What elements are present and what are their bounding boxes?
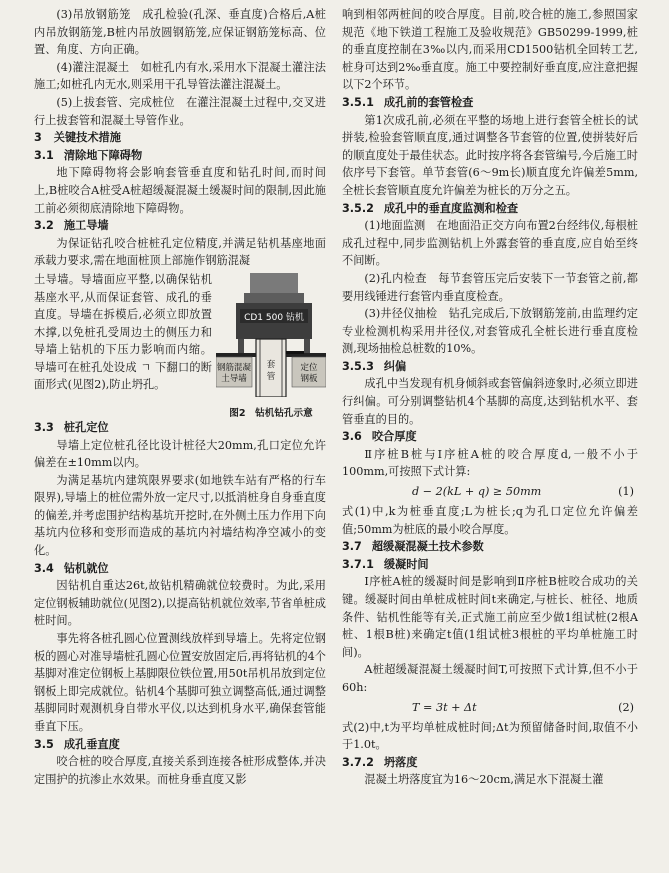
paragraph: (4)灌注混凝土 如桩孔内有水,采用水下混凝土灌注法施工;如桩孔内无水,则采用干孔导管法灌注混凝土。 [34,60,326,92]
section-heading-3-4: 3.4 钻机就位 [34,561,109,575]
figure-2 [216,271,326,419]
paragraph: 第1次成孔前,必须在平整的场地上进行套管全桩长的试拼装,检验套管顺直度,通过调整各节套管的位置,使拼装好后的顺直度处于最佳状态。此时按序将各套管编号,今后施工时依序号下套管。单节套管(6～9m长)顺直度允许偏差5mm,全桩长套管顺直度允许偏差为桩长的万分之五。 [342,113,638,197]
equation-number: (1) [618,485,634,499]
right-column [342,6,638,789]
section-heading-3-5: 3.5 成孔垂直度 [34,737,120,751]
left-column [34,6,326,788]
paragraph: 导墙上定位桩孔径比设计桩径大20mm,孔口定位允许偏差在±10mm以内。 [34,438,326,470]
paragraph: 响到相邻两桩间的咬合厚度。目前,咬合桩的施工,参照国家规范《地下铁道工程施工及验收规范》GB50299-1999,桩的垂直度控制在3‰以内,而采用CD1500钻机全回转工艺,桩身可达到2‰垂直度。施工中要控制好垂直度,应注意把握以下2个环节。 [342,8,638,92]
paragraph: (2)孔内检查 每节套管压完后安装下一节套管之前,都要用线锤进行套管内垂直度检查。 [342,271,638,303]
equation-1 [342,481,638,503]
rig-label: CD1 500 钻机 [244,312,304,323]
casing-label-2: 管 [266,371,276,382]
paragraph: (1)地面监测 在地面沿正交方向布置2台经纬仪,每根桩成孔过程中,同步监测钻机上外露套管的垂直度,应自始至终不间断。 [342,219,638,268]
paragraph: (3)井径仪抽检 钻孔完成后,下放钢筋笼前,由监理约定专业检测机构采用井径仪,对套管成孔全桩长进行垂直度检测,现场抽检总桩数的10%。 [342,307,638,356]
paragraph: Ⅱ序桩B桩与Ⅰ序桩A桩的咬合厚度d,一般不小于100mm,可按照下式计算: [342,447,638,479]
paragraph: 为满足基坑内建筑限界要求(如地铁车站有严格的行车限界),导墙上的桩位需外放一定尺寸,以抵消桩身自身垂直度的偏差,并考虑围护结构基坑开挖时,在外侧土压力作用下向基坑内位移和变形而造成的基坑内衬墙结构净空减小的变化。 [34,473,326,558]
equation-body: d − 2(kL + q) ≥ 50mm [412,485,542,499]
section-heading-3-1: 3.1 清除地下障碍物 [34,148,143,162]
rig-top-block [250,273,298,295]
equation-2 [342,697,638,719]
casing-label-1: 套 [266,359,276,370]
paragraph: 式(1)中,k为桩垂直度;L为桩长;q为孔口定位允许偏差值;50mm为桩底的最小咬合厚度。 [342,505,638,536]
plate-label-1: 定位 [300,362,318,373]
paragraph: 为保证钻孔咬合桩桩孔定位精度,并满足钻机基座地面承载力要求,需在地面桩顶上部施作钢筋混凝 [34,236,326,268]
figure-wrap [34,271,326,419]
positioning-plate [286,351,304,354]
section-heading-3-7: 3.7 超缓凝混凝土技术参数 [342,540,484,554]
paragraph: 式(2)中,t为平均单桩成桩时间;Δt为预留储备时间,取值不小于1.0t。 [342,720,638,752]
paragraph: 事先将各桩孔圆心位置测线放样到导墙上。先将定位钢板的圆心对准导墙桩孔圆心位置安放固定后,再将钻机的4个基脚对准定位钢板上基脚限位铁位置,用50t吊机吊放到定位钢板上即完成就位。钻机4个基脚可独立调整高低,通过调整基脚同时观测机身自带水平仪,以达到机身水平,确保套管能垂直下压。 [34,632,326,733]
section-heading-3-7-1: 3.7.1 缓凝时间 [342,557,429,571]
section-heading-3: 3 关键技术措施 [34,131,121,145]
section-heading-3-3: 3.3 桩孔定位 [34,420,109,434]
paragraph: 土导墙。导墙面应平整,以确保钻机基座水平,从而保证套管、成孔的垂直度。导墙在拆模后,必须立即放置木撑,以免桩孔受周边土的侧压力和导墙上钻机的下压力影响而内缩。导墙可在桩孔处设成 ㄱ 下翻口的断面形式(见图2),防止坍孔。 [34,272,212,392]
plate-label-2: 钢板 [300,373,318,384]
section-heading-3-6: 3.6 咬合厚度 [342,430,417,444]
figure-caption: 图2 钻机钻孔示意 [229,407,313,419]
section-heading-3-7-2: 3.7.2 坍落度 [342,755,418,769]
paragraph: Ⅰ序桩A桩的缓凝时间是影响到Ⅱ序桩B桩咬合成功的关键。缓凝时间由单桩成桩时间t来确定,与桩长、桩径、地质条件、钻机性能等有关,正式施工前应至少做1组试桩(2根A桩、1根B桩)来确定t值(1组试桩3根桩的平均单桩施工时间)。 [342,575,638,659]
paragraph: (5)上拔套管、完成桩位 在灌注混凝土过程中,交叉进行上拔套管和混凝土导管作业。 [34,95,326,127]
guide-wall-label-2: 土导墙 [221,373,247,384]
paragraph: 地下障碍物将会影响套管垂直度和钻孔时间,而时间上,B桩咬合A桩受A桩超缓凝混凝土缓凝时间的限制,因此施工前必须彻底清除地下障碍物。 [34,166,326,215]
drilling-rig-diagram [216,271,326,397]
section-heading-3-5-3: 3.5.3 纠偏 [342,359,407,373]
paragraph: A桩超缓凝混凝土缓凝时间T,可按照下式计算,但不小于60h: [342,663,638,694]
paragraph: 成孔中当发现有机身倾斜或套管偏斜迹象时,必须立即进行纠偏。可分别调整钻机4个基脚的高度,达到钻机水平、套管垂直的目的。 [342,377,638,426]
paragraph: 混凝土坍落度宜为16～20cm,满足水下混凝土灌 [364,773,604,787]
rig-head [244,293,304,303]
section-heading-3-5-2: 3.5.2 成孔中的垂直度监测和检查 [342,201,519,215]
section-heading-3-2: 3.2 施工导墙 [34,219,109,233]
equation-number: (2) [618,700,634,714]
paragraph: (3)吊放钢筋笼 成孔检验(孔深、垂直度)合格后,A桩内吊放钢筋笼,B桩内吊放圆钢筋笼,应保证钢筋笼标高、位置、角度、方向正确。 [34,8,326,57]
guide-wall-label-1: 钢筋混凝 [216,362,252,373]
paragraph: 因钻机自重达26t,故钻机精确就位较费时。为此,采用定位钢板辅助就位(见图2),以提高钻机就位效率,节省单桩成桩时间。 [34,579,326,628]
section-heading-3-5-1: 3.5.1 成孔前的套管检查 [342,95,474,109]
wrap-text [34,271,212,419]
equation-body: T = 3t + Δt [412,700,477,714]
paragraph: 咬合桩的咬合厚度,直接关系到连接各桩形成整体,并决定围护的抗渗止水效果。而桩身垂直度又影 [34,755,326,786]
